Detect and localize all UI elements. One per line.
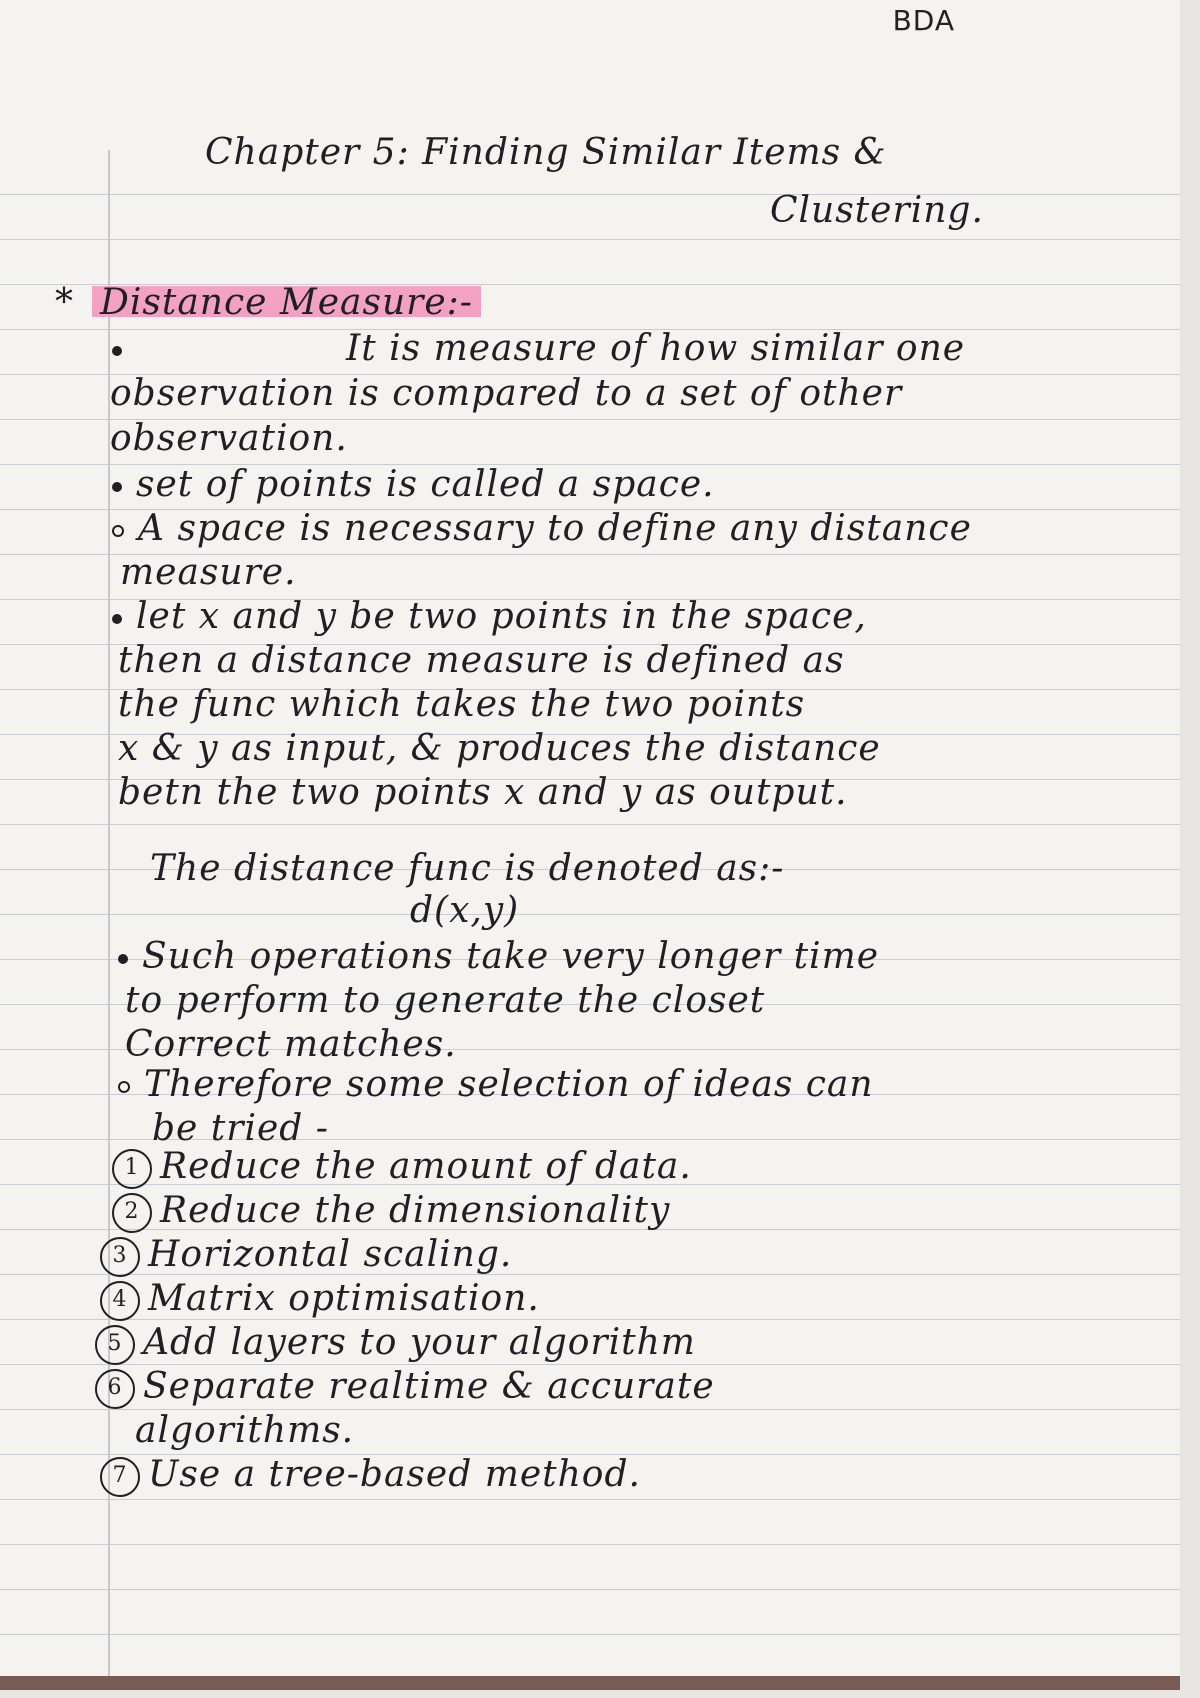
chapter-title-line-2: Clustering.	[770, 190, 984, 231]
bullet-line-5	[118, 936, 879, 977]
bullet-line-1	[112, 328, 965, 369]
bullet-icon	[118, 1081, 130, 1093]
idea-continuation: algorithms.	[135, 1410, 355, 1451]
idea-text: Separate realtime & accurate	[143, 1366, 715, 1407]
text-line: the func which takes the two points	[118, 684, 806, 725]
formula: d(x,y)	[410, 890, 520, 931]
text-line: x & y as input, & produces the distance	[118, 728, 881, 769]
bullet-line-4	[112, 596, 867, 637]
line-text: A space is necessary to define any distance	[138, 508, 972, 549]
text-line: betn the two points x and y as output.	[118, 772, 848, 813]
line-text: set of points is called a space.	[136, 464, 715, 505]
bullet-line-3	[112, 508, 972, 549]
bullet-icon	[118, 954, 128, 964]
idea-item	[100, 1234, 512, 1277]
text-line: The distance func is denoted as:-	[150, 848, 785, 889]
text-line: observation.	[110, 418, 348, 459]
bullet-icon	[112, 614, 122, 624]
bullet-icon	[112, 525, 124, 537]
idea-text: Reduce the amount of data.	[160, 1146, 692, 1187]
text-line: then a distance measure is defined as	[118, 640, 845, 681]
line-text: It is measure of how similar one	[346, 328, 966, 369]
idea-item	[95, 1366, 715, 1409]
asterisk-icon: *	[55, 282, 74, 323]
circled-number: 4	[100, 1281, 140, 1321]
chapter-title-line-1: Chapter 5: Finding Similar Items &	[205, 132, 887, 173]
line-text: let x and y be two points in the space,	[136, 596, 867, 637]
circled-number: 6	[95, 1369, 135, 1409]
bullet-line-2	[112, 464, 715, 505]
highlighted-heading: Distance Measure:-	[92, 282, 481, 323]
bullet-icon	[112, 346, 122, 356]
idea-text: Use a tree-based method.	[148, 1454, 641, 1495]
idea-item	[100, 1454, 641, 1497]
header-tag: BDA	[892, 4, 955, 37]
circled-number: 3	[100, 1237, 140, 1277]
bullet-line-6	[118, 1064, 874, 1105]
idea-text: Matrix optimisation.	[148, 1278, 540, 1319]
idea-text: Reduce the dimensionality	[160, 1190, 671, 1231]
text-line: be tried -	[152, 1108, 329, 1149]
circled-number: 5	[95, 1325, 135, 1365]
text-line: to perform to generate the closet	[125, 980, 766, 1021]
circled-number: 1	[112, 1149, 152, 1189]
idea-text: Add layers to your algorithm	[143, 1322, 696, 1363]
bullet-icon	[112, 482, 122, 492]
circled-number: 7	[100, 1457, 140, 1497]
idea-item	[112, 1190, 670, 1233]
text-line: observation is compared to a set of other	[110, 373, 903, 414]
line-text: Such operations take very longer time	[142, 936, 880, 977]
text-line: Correct matches.	[125, 1024, 457, 1065]
idea-item	[95, 1322, 696, 1365]
circled-number: 2	[112, 1193, 152, 1233]
idea-item	[100, 1278, 540, 1321]
page-edge-shadow	[0, 1676, 1180, 1690]
idea-item	[112, 1146, 692, 1189]
line-text: Therefore some selection of ideas can	[144, 1064, 874, 1105]
text-line: measure.	[120, 552, 297, 593]
section-heading	[55, 282, 481, 323]
idea-text: Horizontal scaling.	[148, 1234, 513, 1275]
